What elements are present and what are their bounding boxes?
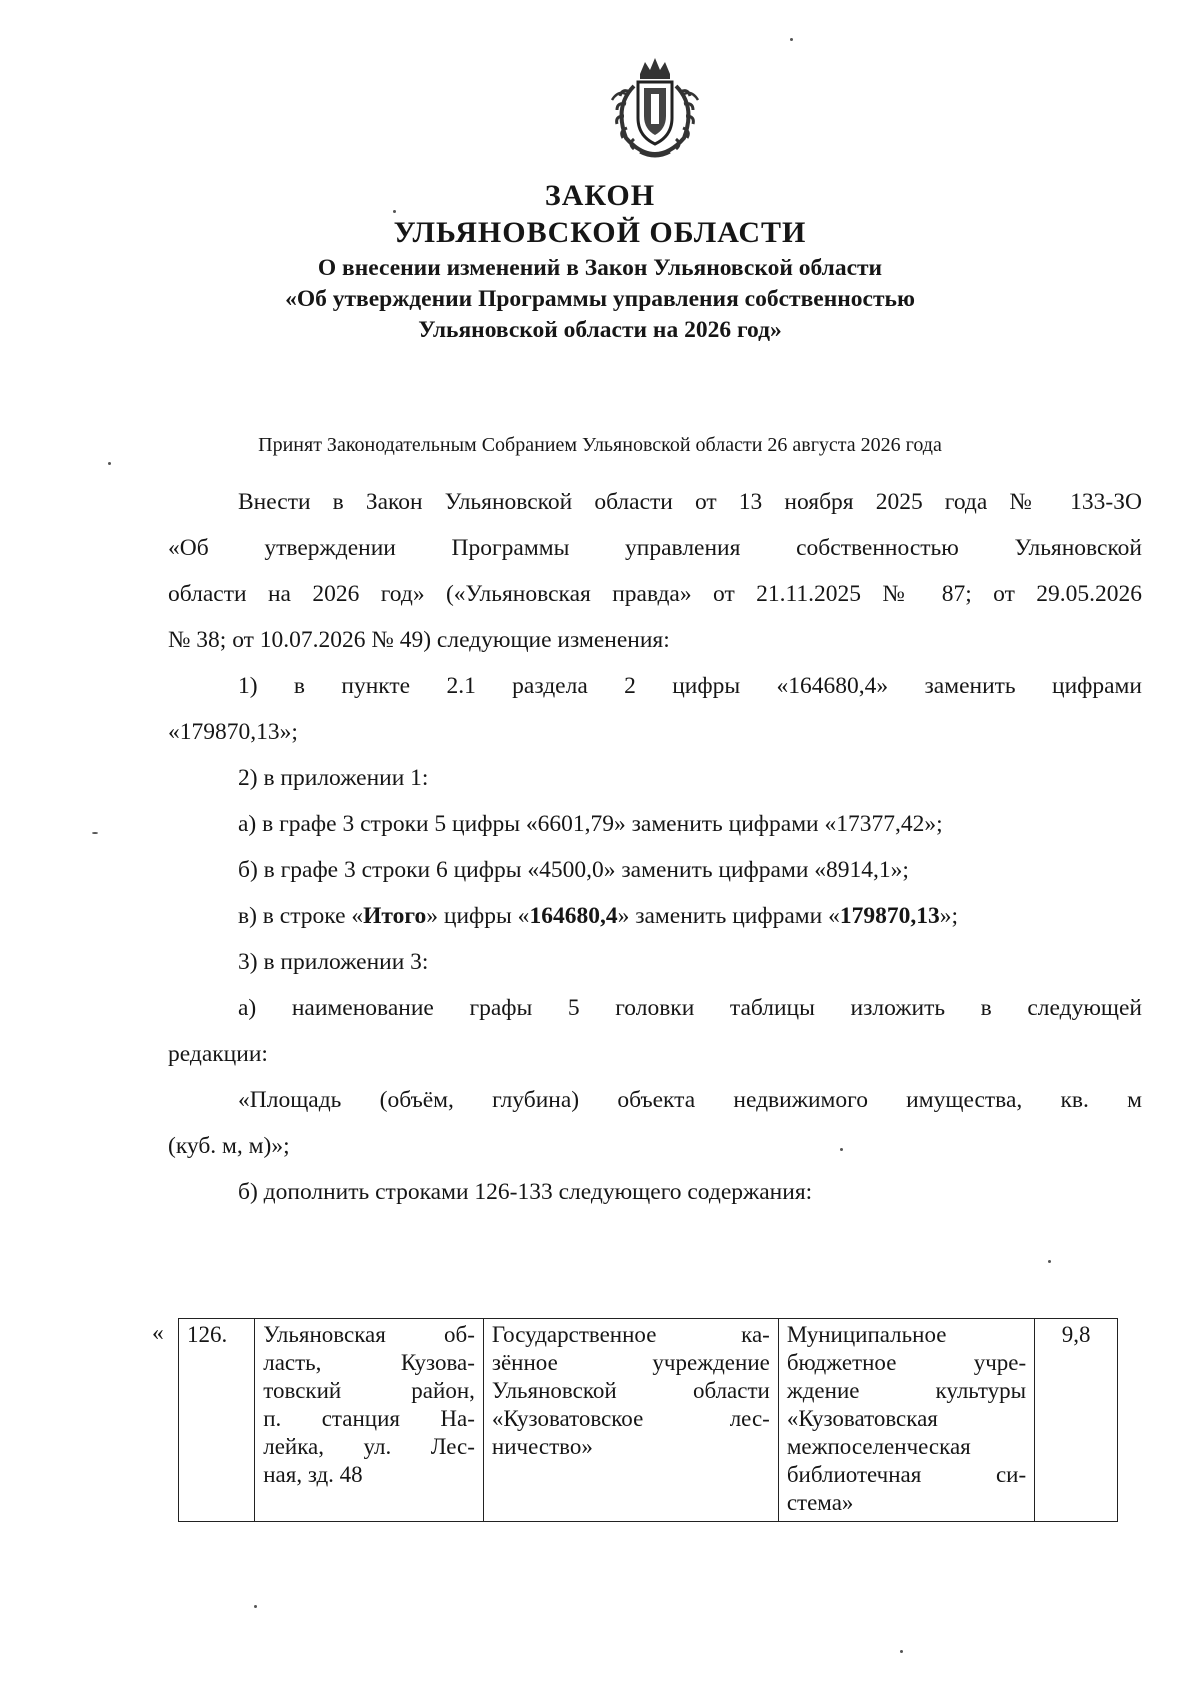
item1-line-1: 1) в пункте 2.1 раздела 2 цифры «164680,4» заменить цифрами: [238, 673, 1142, 699]
scan-speck: [92, 832, 98, 834]
intro-line-1: Внести в Закон Ульяновской области от 13 ноября 2025 года № 133-ЗО: [238, 489, 1142, 515]
item2: 2) в приложении 1:: [238, 765, 429, 791]
scan-speck: [840, 1148, 843, 1151]
quote-line-1: «Площадь (объём, глубина) объекта недвижимого имущества, кв. м: [238, 1087, 1142, 1113]
intro-line-4: № 38; от 10.07.2026 № 49) следующие изменения:: [168, 627, 670, 653]
quote-line-2: (куб. м, м)»;: [168, 1133, 290, 1159]
table-row: [179, 1319, 1118, 1522]
bold-new-total: 179870,13: [839, 903, 940, 929]
scan-speck: [790, 38, 793, 41]
cell-area: 9,8: [1035, 1319, 1118, 1522]
item3a-line-1: а) наименование графы 5 головки таблицы изложить в следующей: [238, 995, 1142, 1021]
scan-speck: [900, 1650, 903, 1653]
document-type: ЗАКОН: [544, 179, 656, 212]
table-open-quote: «: [152, 1320, 164, 1346]
title-line-1: О внесении изменений в Закон Ульяновской области: [317, 255, 883, 281]
title-line-2: «Об утверждении Программы управления собственностью: [285, 286, 915, 312]
coat-of-arms-emblem: [600, 56, 710, 161]
bold-itogo: Итого: [363, 903, 427, 929]
cell-address: Ульяновская об- ласть, Кузова- товский район, п. станция На- лейка, ул. Лес- ная, зд. 48: [255, 1319, 484, 1522]
item2b: б) в графе 3 строки 6 цифры «4500,0» заменить цифрами «8914,1»;: [238, 857, 909, 883]
cell-holder: Государственное ка- зённое учреждение Ульяновской области «Кузоватовское лес- ничество»: [483, 1319, 778, 1522]
scan-speck: [108, 462, 111, 465]
item3b: б) дополнить строками 126-133 следующего содержания:: [238, 1179, 813, 1205]
adoption-note: Принят Законодательным Собранием Ульяновской области 26 августа 2026 года: [258, 434, 942, 456]
scan-speck: [1048, 1260, 1051, 1263]
cell-user: Муниципальное бюджетное учре- ждение культуры «Кузоватовская межпоселенческая библиотечная си- стема»: [778, 1319, 1034, 1522]
item3: 3) в приложении 3:: [238, 949, 429, 975]
amendment-table: [178, 1318, 1118, 1522]
scan-speck: [254, 1605, 257, 1608]
intro-line-3: области на 2026 год» («Ульяновская правда» от 21.11.2025 № 87; от 29.05.2026: [168, 581, 1142, 607]
region-name: УЛЬЯНОВСКОЙ ОБЛАСТИ: [393, 216, 807, 249]
item3a-line-2: редакции:: [168, 1041, 268, 1067]
bold-old-total: 164680,4: [529, 903, 618, 929]
item2a: а) в графе 3 строки 5 цифры «6601,79» заменить цифрами «17377,42»;: [238, 811, 943, 837]
title-line-3: Ульяновской области на 2026 год»: [418, 317, 782, 343]
scan-speck: [393, 210, 396, 213]
intro-line-2: «Об утверждении Программы управления собственностью Ульяновской: [168, 535, 1142, 561]
item1-line-2: «179870,13»;: [168, 719, 298, 745]
item2v: в) в строке «Итого» цифры «164680,4» заменить цифрами «179870,13»;: [238, 903, 959, 929]
cell-row-number: 126.: [179, 1319, 255, 1522]
